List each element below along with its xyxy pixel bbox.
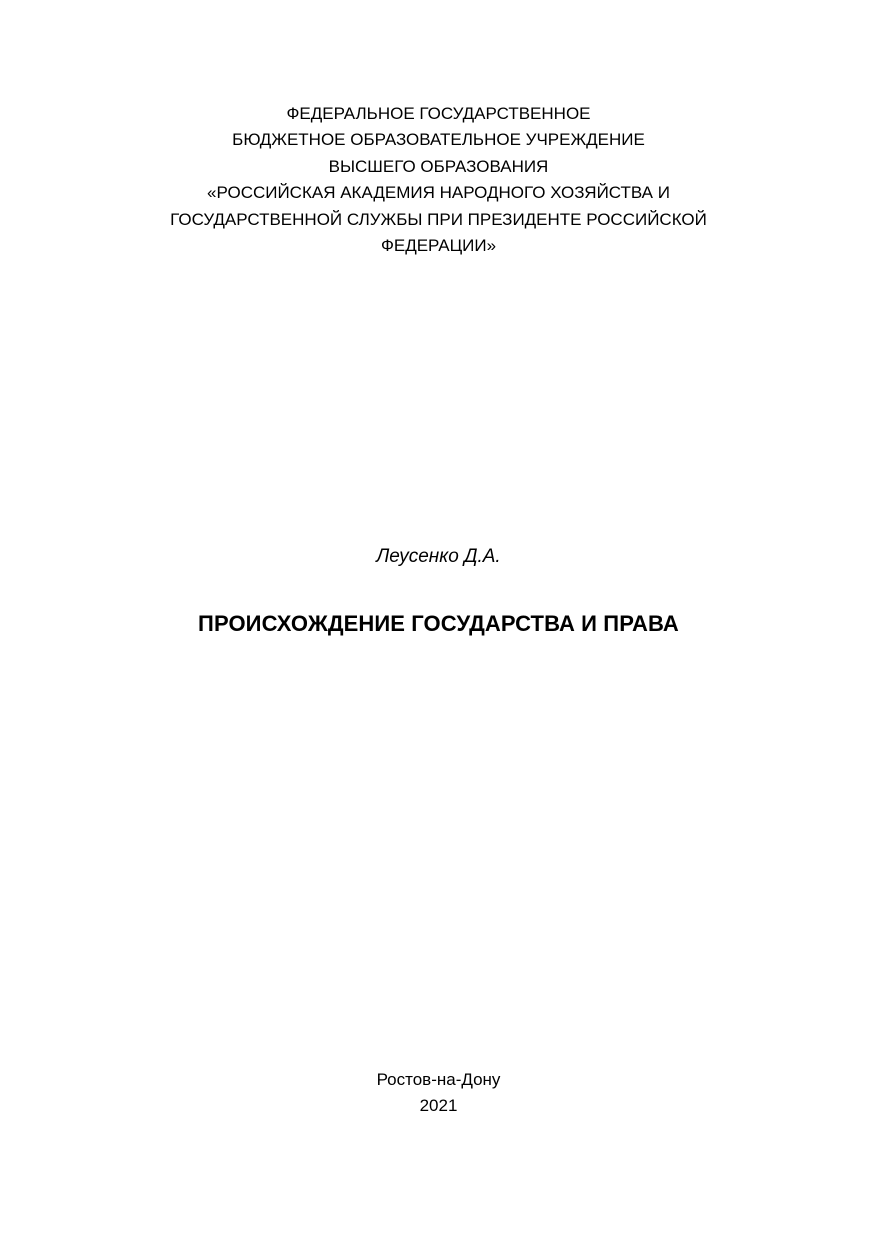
institution-line: ГОСУДАРСТВЕННОЙ СЛУЖБЫ ПРИ ПРЕЗИДЕНТЕ РОССИЙСКОЙ — [170, 209, 707, 229]
institution-header — [0, 101, 877, 259]
institution-line: БЮДЖЕТНОЕ ОБРАЗОВАТЕЛЬНОЕ УЧРЕЖДЕНИЕ — [232, 130, 645, 150]
institution-line: ВЫСШЕГО ОБРАЗОВАНИЯ — [328, 156, 549, 176]
institution-line: ФЕДЕРАЦИИ» — [380, 236, 497, 256]
institution-line: ФЕДЕРАЛЬНОЕ ГОСУДАРСТВЕННОЕ — [286, 104, 591, 123]
institution-line: «РОССИЙСКАЯ АКАДЕМИЯ НАРОДНОГО ХОЗЯЙСТВА И — [207, 183, 670, 203]
publication-year: 2021 — [419, 1096, 458, 1115]
document-title: ПРОИСХОЖДЕНИЕ ГОСУДАРСТВА И ПРАВА — [198, 611, 679, 636]
author-name: Леусенко Д.А. — [376, 546, 501, 567]
publication-city: Ростов-на-Дону — [376, 1070, 501, 1089]
